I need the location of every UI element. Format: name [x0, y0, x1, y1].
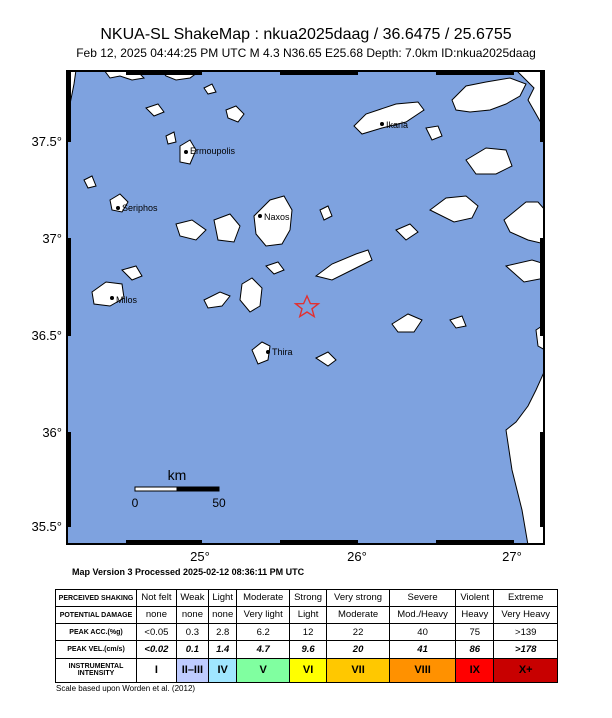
legend-cell: Light — [209, 590, 237, 607]
shakemap-map — [66, 70, 545, 545]
legend-cell: 2.8 — [209, 624, 237, 641]
intensity-cell: VI — [290, 658, 327, 683]
intensity-legend — [55, 589, 558, 683]
legend-cell: 0.1 — [176, 641, 208, 658]
intensity-cell: X+ — [494, 658, 558, 683]
place-marker — [110, 296, 114, 300]
place-marker — [380, 122, 384, 126]
lon-label: 27° — [502, 549, 522, 564]
legend-row-acc — [56, 624, 558, 641]
scale-bar-start: 0 — [131, 496, 139, 510]
legend-cell: 75 — [456, 624, 494, 641]
legend-cell: none — [137, 607, 177, 624]
place-name: Thira — [272, 347, 293, 357]
lat-label: 36.5° — [31, 328, 62, 343]
intensity-cell: II–III — [176, 658, 208, 683]
legend-cell: Moderate — [327, 607, 390, 624]
legend-cell: 4.7 — [237, 641, 290, 658]
place-marker — [266, 350, 270, 354]
place-name: Naxos — [264, 212, 290, 222]
legend-cell: <0.02 — [137, 641, 177, 658]
lon-label: 26° — [347, 549, 367, 564]
legend-cell: Strong — [290, 590, 327, 607]
intensity-cell: I — [137, 658, 177, 683]
intensity-cell: IX — [456, 658, 494, 683]
legend-cell: 20 — [327, 641, 390, 658]
legend-row-vel — [56, 641, 558, 658]
map-title: NKUA-SL ShakeMap : nkua2025daag / 36.6475 / 25.6755 — [100, 26, 512, 43]
legend-cell: 12 — [290, 624, 327, 641]
lat-label: 35.5° — [31, 519, 62, 534]
legend-cell: 86 — [456, 641, 494, 658]
legend-cell: 9.6 — [290, 641, 327, 658]
legend-row-label: PERCEIVED SHAKING — [56, 590, 137, 607]
legend-cell: Violent — [456, 590, 494, 607]
legend-cell: 22 — [327, 624, 390, 641]
place-name: Ikaria — [386, 120, 409, 130]
intensity-cell: VIII — [389, 658, 455, 683]
legend-cell: 41 — [389, 641, 455, 658]
legend-row-label: INSTRUMENTAL INTENSITY — [56, 658, 137, 683]
legend-cell: Light — [290, 607, 327, 624]
legend-cell: 6.2 — [237, 624, 290, 641]
sea-area — [66, 70, 545, 545]
event-summary: Feb 12, 2025 04:44:25 PM UTC M 4.3 N36.65 E25.68 Depth: 7.0km ID:nkua2025daag — [76, 46, 536, 60]
legend-cell: >178 — [494, 641, 558, 658]
legend-row-shaking — [56, 590, 558, 607]
legend-cell: Very strong — [327, 590, 390, 607]
legend-row-intensity — [56, 658, 558, 683]
place-marker — [258, 214, 262, 218]
legend-cell: Heavy — [456, 607, 494, 624]
intensity-cell: IV — [209, 658, 237, 683]
place-name: Seriphos — [122, 203, 158, 213]
legend-cell: Very light — [237, 607, 290, 624]
place-marker — [116, 206, 120, 210]
legend-cell: none — [209, 607, 237, 624]
scale-bar-unit: km — [167, 467, 187, 483]
intensity-cell: VII — [327, 658, 390, 683]
lat-label: 37° — [42, 231, 62, 246]
place-name: Milos — [116, 295, 138, 305]
scale-bar-white — [135, 487, 177, 491]
legend-row-damage — [56, 607, 558, 624]
map-version: Map Version 3 Processed 2025-02-12 08:36:11 PM UTC — [72, 567, 305, 577]
lat-label: 36° — [42, 425, 62, 440]
scale-note: Scale based upon Worden et al. (2012) — [56, 684, 196, 693]
lat-label: 37.5° — [31, 134, 62, 149]
legend-cell: Weak — [176, 590, 208, 607]
legend-cell: Not felt — [137, 590, 177, 607]
scale-bar-end: 50 — [212, 496, 226, 510]
legend-row-label: PEAK VEL.(cm/s) — [56, 641, 137, 658]
legend-cell: 1.4 — [209, 641, 237, 658]
legend-cell: none — [176, 607, 208, 624]
intensity-cell: V — [237, 658, 290, 683]
scale-bar-black — [177, 487, 219, 491]
lon-label: 25° — [190, 549, 210, 564]
legend-row-label: POTENTIAL DAMAGE — [56, 607, 137, 624]
legend-cell: Mod./Heavy — [389, 607, 455, 624]
legend-row-label: PEAK ACC.(%g) — [56, 624, 137, 641]
legend-cell: >139 — [494, 624, 558, 641]
legend-cell: <0.05 — [137, 624, 177, 641]
legend-cell: Moderate — [237, 590, 290, 607]
legend-cell: Severe — [389, 590, 455, 607]
legend-cell: Very Heavy — [494, 607, 558, 624]
legend-cell: 40 — [389, 624, 455, 641]
place-name: Ermoupolis — [190, 146, 236, 156]
legend-cell: Extreme — [494, 590, 558, 607]
place-marker — [184, 150, 188, 154]
legend-cell: 0.3 — [176, 624, 208, 641]
